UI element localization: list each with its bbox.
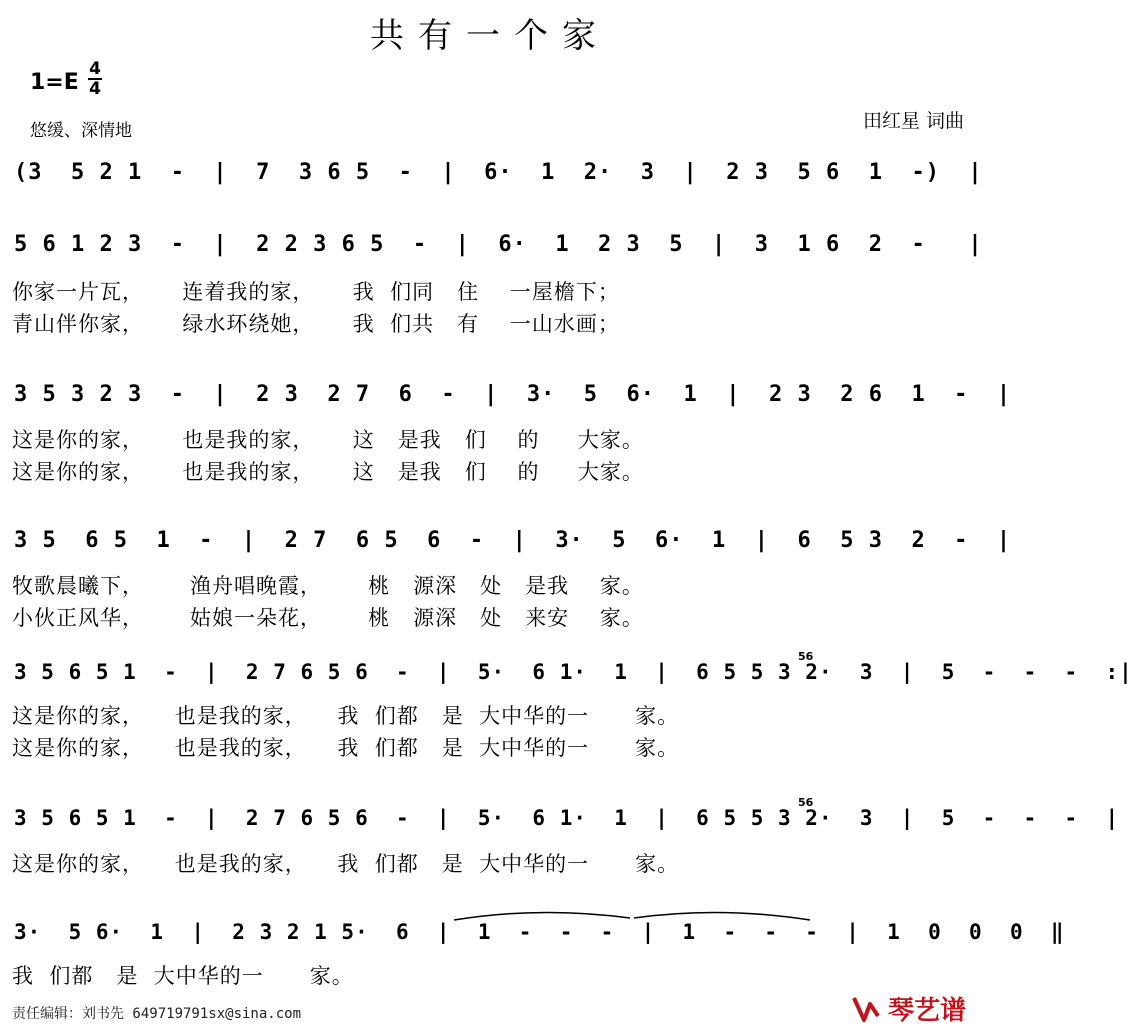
notation: 3 5 6 5 1 - | 2 7 6 5 6 - | 5· 6 1· 1 | 6 5 5 3 2· 3 | 5 - - - | [14,806,1120,830]
lyric-verse-1: 这是你的家， 也是我的家， 我 们都 是 大中华的一 家。 [12,852,680,876]
song-title: 共有一个家 [370,16,610,56]
logo-icon [848,994,884,1024]
grace-note: 56 [798,796,814,809]
notation: 3 5 6 5 1 - | 2 7 6 5 6 - | 3· 5 6· 1 | 6 5 3 2 - | [14,528,1012,553]
lyric-verse-1: 我 们都 是 大中华的一 家。 [12,964,354,988]
lyric-verse-2: 青山伴你家， 绿水环绕她， 我 们共 有 一山水画； [12,312,620,336]
tie-arc [450,904,820,924]
editor-credit: 责任编辑：刘书先 649719791sx@sina.com [12,1006,302,1022]
lyric-verse-1: 这是你的家， 也是我的家， 我 们都 是 大中华的一 家。 [12,704,680,728]
meter-bottom: 4 [89,79,101,99]
tempo-marking: 悠缓、深情地 [30,121,132,141]
grace-note: 56 [798,650,814,663]
notation: 3 5 3 2 3 - | 2 3 2 7 6 - | 3· 5 6· 1 | 2 3 2 6 1 - | [14,382,1012,407]
lyric-verse-2: 小伙正风华， 姑娘一朵花， 桃 源深 处 来安 家。 [12,606,644,630]
site-logo [848,990,966,1027]
notation: 3 5 6 5 1 - | 2 7 6 5 6 - | 5· 6 1· 1 | 6 5 5 3 2· 3 | 5 - - - :| [14,660,1133,684]
author-credit: 田红星 词曲 [862,110,964,132]
time-signature [88,60,102,98]
lyric-verse-1: 这是你的家， 也是我的家， 这 是我 们 的 大家。 [12,428,644,452]
logo-text: 琴艺谱 [887,996,966,1026]
meter-top: 4 [89,59,101,79]
lyric-verse-1: 牧歌晨曦下， 渔舟唱晚霞， 桃 源深 处 是我 家。 [12,574,644,598]
lyric-verse-1: 你家一片瓦， 连着我的家， 我 们同 住 一屋檐下； [12,280,620,304]
notation: (3 5 2 1 - | 7 3 6 5 - | 6· 1 2· 3 | 2 3 5 6 1 -) | [14,160,983,185]
lyric-verse-2: 这是你的家， 也是我的家， 这 是我 们 的 大家。 [12,460,644,484]
notation: 5 6 1 2 3 - | 2 2 3 6 5 - | 6· 1 2 3 5 | 3 1 6 2 - | [14,232,983,257]
key-signature: 1=E [30,70,79,95]
notation: 3· 5 6· 1 | 2 3 2 1 5· 6 | 1 - - - | 1 - - - | 1 0 0 0 ‖ [14,920,1065,944]
lyric-verse-2: 这是你的家， 也是我的家， 我 们都 是 大中华的一 家。 [12,736,680,760]
